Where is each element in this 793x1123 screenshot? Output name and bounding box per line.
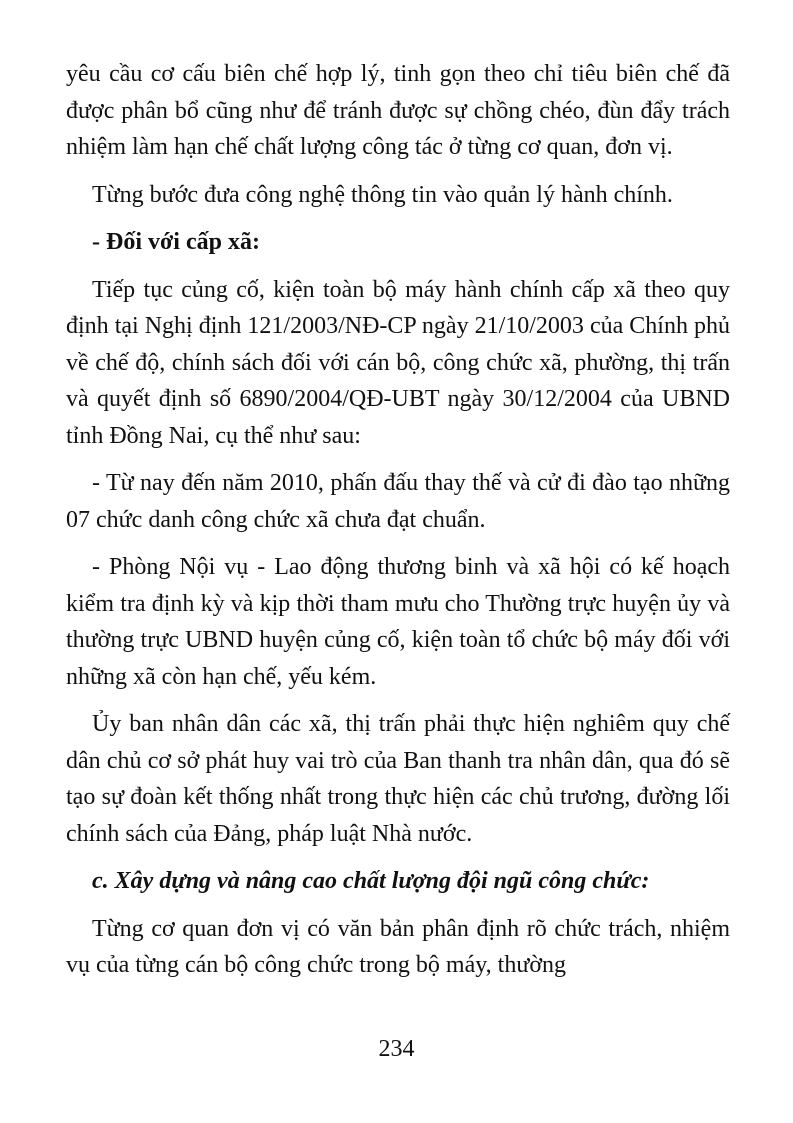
- heading-commune-level: - Đối với cấp xã:: [92, 229, 260, 255]
- paragraph-consolidate-apparatus: Tiếp tục củng cố, kiện toàn bộ máy hành chính cấp xã theo quy định tại Nghị định 121/2003/NĐ-CP ngày 21/10/2003 của Chính phủ về chế độ, chính sách đối với cán bộ, công chức xã, phường, thị trấn và quyết định số 6890/2004/QĐ-UBT ngày 30/12/2004 của UBND tỉnh Đồng Nai, cụ thể như sau:: [66, 276, 730, 449]
- paragraph-training-goal: - Từ nay đến năm 2010, phấn đấu thay thế và cử đi đào tạo những 07 chức danh công chức xã chưa đạt chuẩn.: [66, 470, 730, 533]
- page-number: 234: [378, 1036, 415, 1062]
- heading-section-c: c. Xây dựng và nâng cao chất lượng đội ngũ công chức:: [92, 868, 650, 894]
- paragraph-continuation: yêu cầu cơ cấu biên chế hợp lý, tinh gọn theo chỉ tiêu biên chế đã được phân bổ cũng như để tránh được sự chồng chéo, đùn đẩy trách nhiệm làm hạn chế chất lượng công tác ở từng cơ quan, đơn vị.: [66, 61, 730, 160]
- document-page: [66, 56, 730, 995]
- paragraph-agency-duties: Từng cơ quan đơn vị có văn bản phân định rõ chức trách, nhiệm vụ của từng cán bộ công chức trong bộ máy, thường: [66, 915, 730, 978]
- paragraph-interior-office: - Phòng Nội vụ - Lao động thương binh và xã hội có kế hoạch kiểm tra định kỳ và kịp thời tham mưu cho Thường trực huyện ủy và thường trực UBND huyện củng cố, kiện toàn tổ chức bộ máy đối với những xã còn hạn chế, yếu kém.: [66, 554, 730, 690]
- paragraph-it-admin: Từng bước đưa công nghệ thông tin vào quản lý hành chính.: [92, 181, 673, 208]
- paragraph-commune-committee: Ủy ban nhân dân các xã, thị trấn phải thực hiện nghiêm quy chế dân chủ cơ sở phát huy vai trò của Ban thanh tra nhân dân, qua đó sẽ tạo sự đoàn kết thống nhất trong thực hiện các chủ trương, đường lối chính sách của Đảng, pháp luật Nhà nước.: [66, 711, 730, 847]
